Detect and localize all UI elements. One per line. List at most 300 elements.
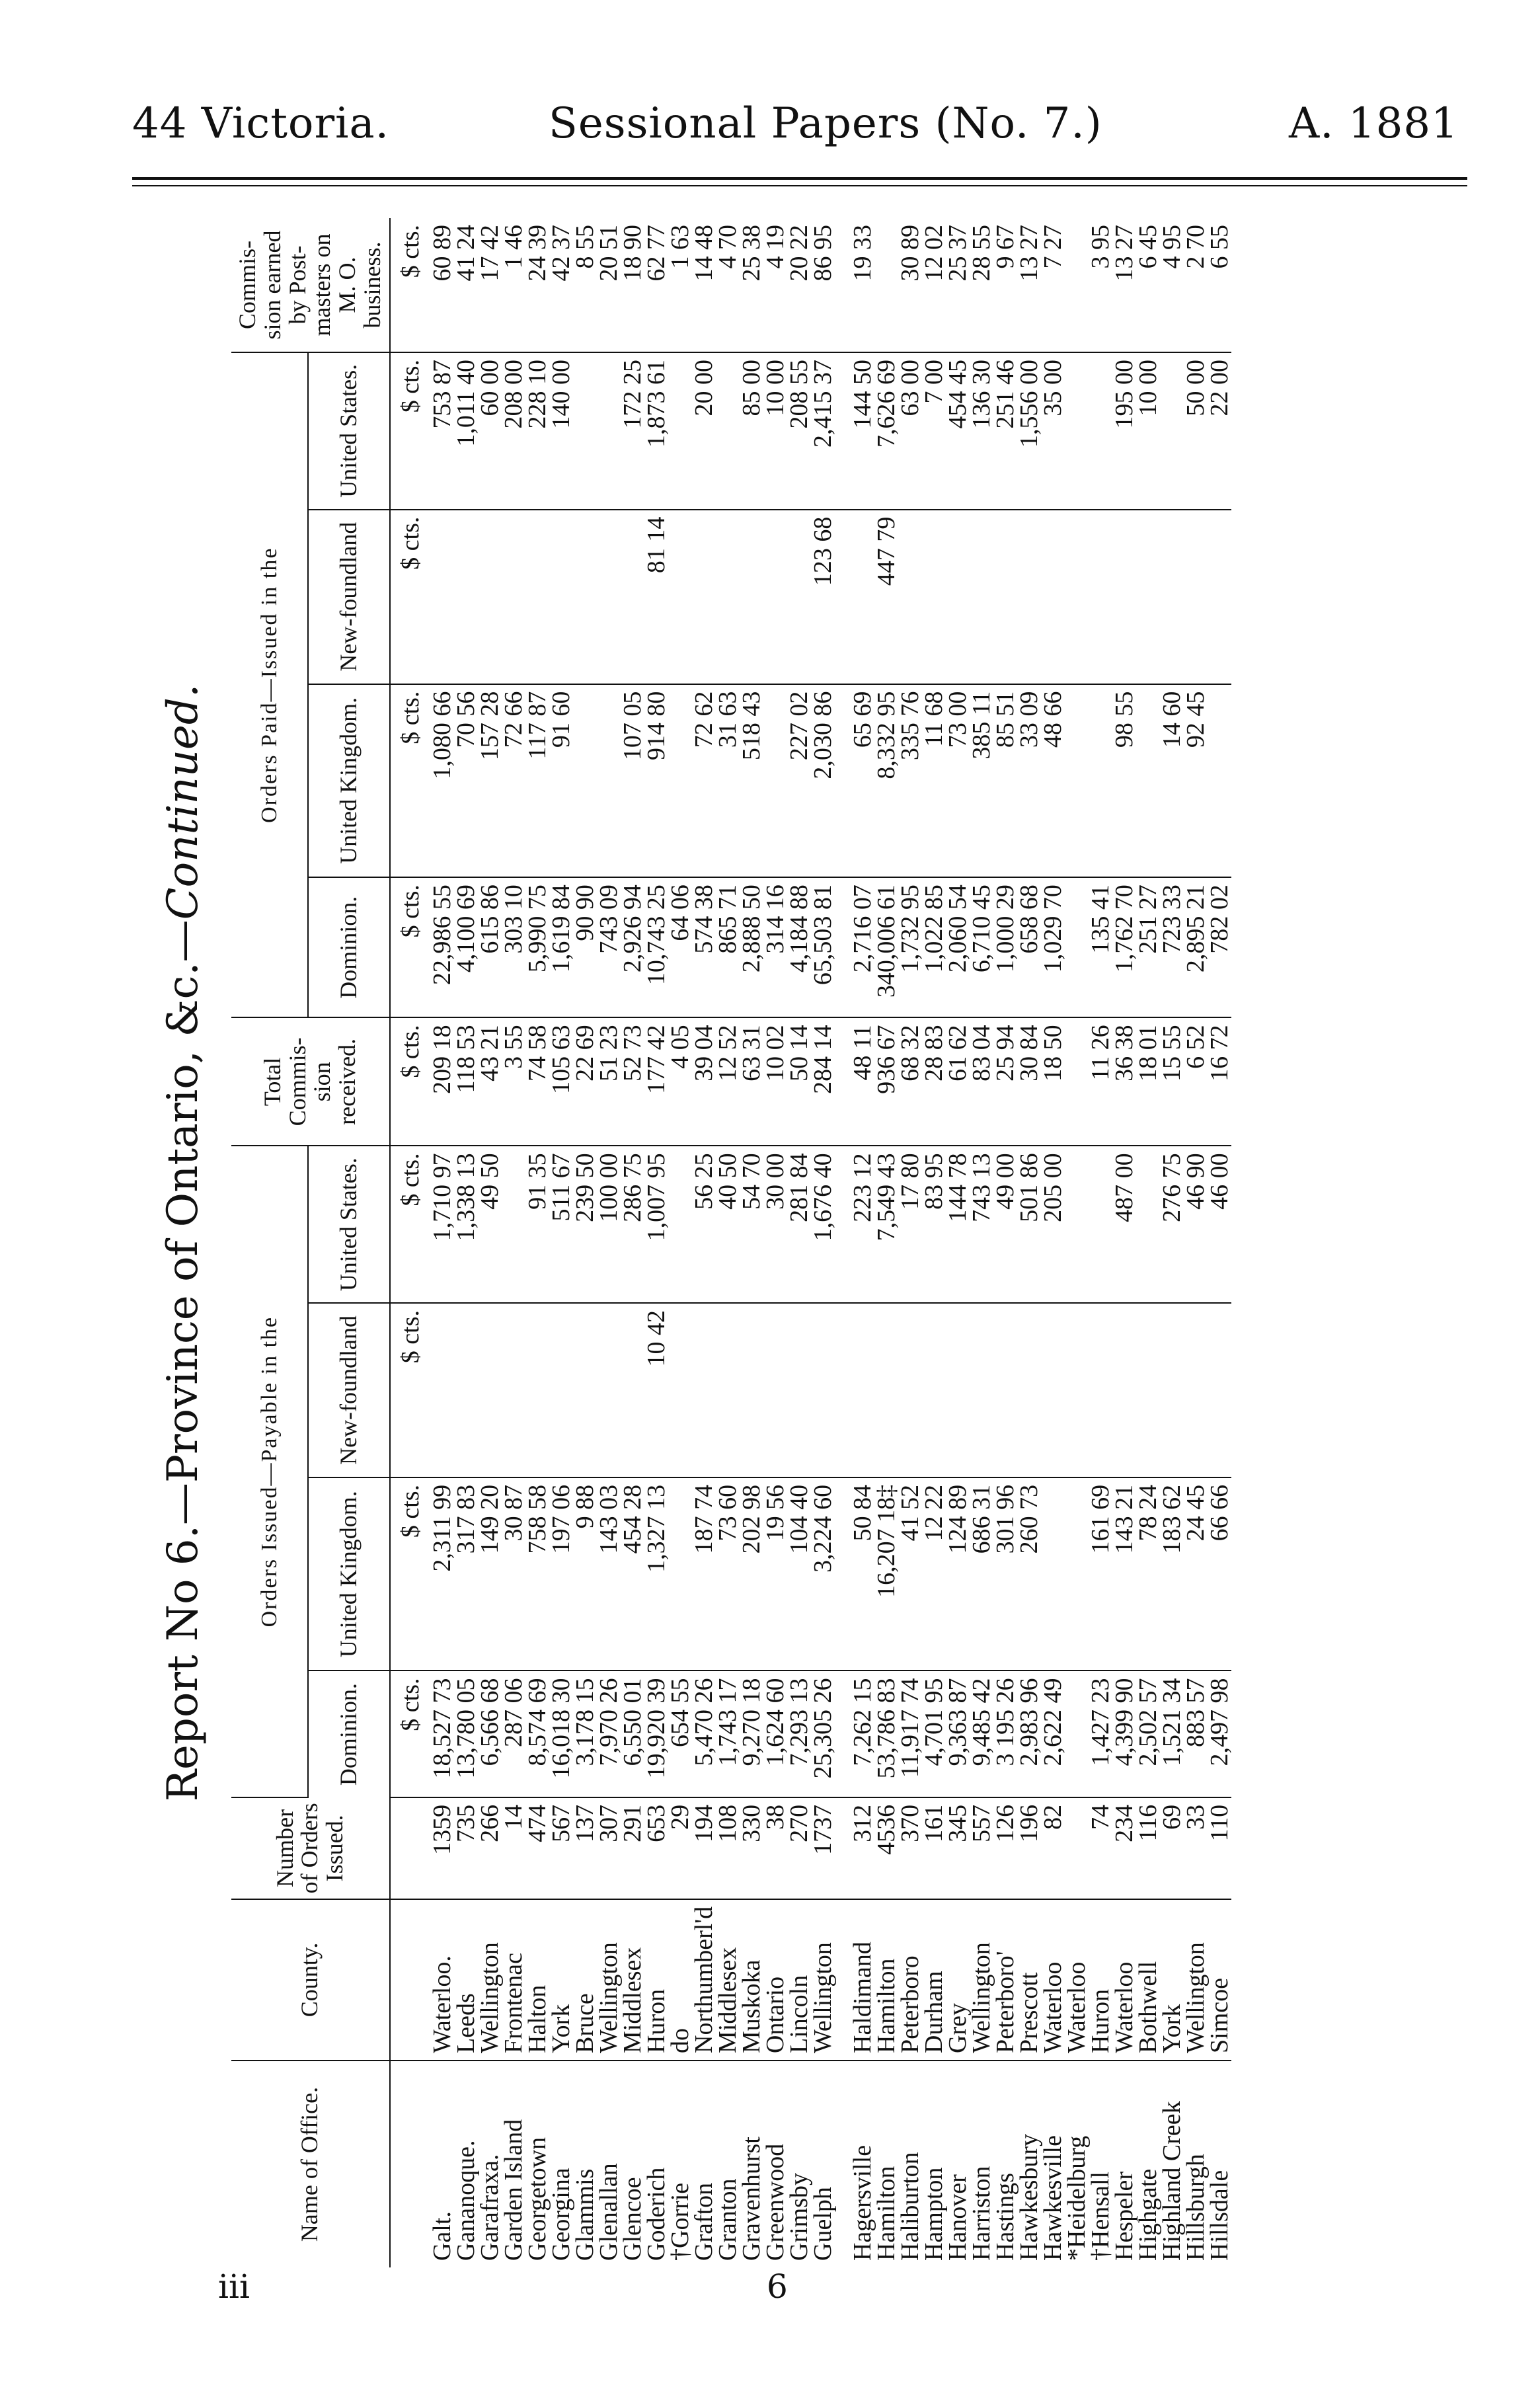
footer-center: 6 — [767, 2267, 788, 2306]
units-cell: $ cts. — [390, 1303, 430, 1477]
value-cell — [993, 510, 1017, 684]
value-cell: 83 04 — [970, 1017, 993, 1146]
value-cell: 7 27 — [1041, 218, 1065, 352]
value-cell: 70 56 — [454, 684, 478, 878]
value-cell — [1017, 1303, 1041, 1477]
value-cell: 4 95 — [1160, 218, 1184, 352]
value-cell: 14 — [502, 1797, 525, 1899]
value-cell: 3 55 — [502, 1017, 525, 1146]
value-cell: 60 89 — [430, 218, 454, 352]
county-name: Peterboro — [898, 1899, 922, 2061]
value-cell: 19 56 — [763, 1477, 787, 1671]
value-cell: 12 52 — [716, 1017, 740, 1146]
value-cell: 86 95 — [811, 218, 835, 352]
value-cell: 370 — [898, 1797, 922, 1899]
county-name: Waterloo — [1041, 1899, 1065, 2061]
value-cell: 25 38 — [740, 218, 763, 352]
value-cell: 454 45 — [946, 352, 970, 510]
value-cell: 10 42 — [644, 1303, 668, 1477]
units-cell: $ cts. — [390, 1477, 430, 1671]
value-cell — [1065, 877, 1089, 1017]
value-cell — [502, 510, 525, 684]
value-cell: 1,710 97 — [430, 1146, 454, 1303]
value-cell: 117 87 — [525, 684, 549, 878]
value-cell: 7,293 13 — [787, 1670, 811, 1797]
value-cell: 98 55 — [1112, 684, 1136, 878]
table-row — [946, 218, 970, 2267]
value-cell: 105 63 — [549, 1017, 573, 1146]
value-cell: 16,018 30 — [549, 1670, 573, 1797]
table-row — [502, 218, 525, 2267]
value-cell: 31 63 — [716, 684, 740, 878]
value-cell: 73 00 — [946, 684, 970, 878]
value-cell: 340,006 61 — [874, 877, 898, 1017]
units-cell: $ cts. — [390, 1670, 430, 1797]
value-cell: 735 — [454, 1797, 478, 1899]
value-cell: 61 62 — [946, 1017, 970, 1146]
office-name: Haliburton — [896, 2152, 924, 2261]
value-cell: 487 00 — [1112, 1146, 1136, 1303]
value-cell — [1136, 510, 1160, 684]
value-cell: 90 90 — [573, 877, 597, 1017]
value-cell: 144 50 — [851, 352, 874, 510]
value-cell: 8,332 95 — [874, 684, 898, 878]
county-name: Bothwell — [1136, 1899, 1160, 2061]
value-cell: 38 — [763, 1797, 787, 1899]
value-cell — [430, 510, 454, 684]
units-cell: $ cts. — [390, 510, 430, 684]
value-cell: 107 05 — [621, 684, 644, 878]
county-name: Grey — [946, 1899, 970, 2061]
office-name: Glenallan — [594, 2163, 623, 2261]
value-cell: 18 50 — [1041, 1017, 1065, 1146]
value-cell: 110 — [1208, 1797, 1231, 1899]
table-row — [874, 218, 898, 2267]
value-cell: 49 50 — [478, 1146, 502, 1303]
value-cell — [573, 1303, 597, 1477]
value-cell — [478, 510, 502, 684]
value-cell: 1,427 23 — [1089, 1670, 1112, 1797]
value-cell: 30 87 — [502, 1477, 525, 1671]
value-cell: 72 62 — [692, 684, 716, 878]
county-name: Middlesex — [716, 1899, 740, 2061]
office-name: Goderich — [642, 2167, 670, 2261]
county-name: Northumberl'd — [692, 1899, 716, 2061]
value-cell: 13,780 05 — [454, 1670, 478, 1797]
value-cell — [1208, 684, 1231, 878]
value-cell: 51 23 — [597, 1017, 621, 1146]
value-cell — [1136, 1303, 1160, 1477]
table-row — [1112, 218, 1136, 2267]
value-cell — [597, 1303, 621, 1477]
table-row — [621, 218, 644, 2267]
value-cell — [763, 510, 787, 684]
value-cell: 454 28 — [621, 1477, 644, 1671]
col-paid-us: United States. — [308, 352, 390, 510]
value-cell: 2,622 49 — [1041, 1670, 1065, 1797]
office-name: Hagersville — [848, 2144, 876, 2261]
value-cell: 30 84 — [1017, 1017, 1041, 1146]
value-cell: 447 79 — [874, 510, 898, 684]
value-cell: 48 66 — [1041, 684, 1065, 878]
value-cell — [621, 510, 644, 684]
value-cell — [502, 1303, 525, 1477]
office-name: †Gorrie — [666, 2182, 694, 2261]
value-cell: 14 48 — [692, 218, 716, 352]
office-name: Hawkesville — [1038, 2135, 1067, 2261]
col-uk: United Kingdom. — [308, 1477, 390, 1671]
value-cell: 53,786 83 — [874, 1670, 898, 1797]
value-cell: 85 00 — [740, 352, 763, 510]
office-name: Galt. — [428, 2211, 456, 2261]
value-cell: 42 37 — [549, 218, 573, 352]
value-cell: 1359 — [430, 1797, 454, 1899]
value-cell: 30 00 — [763, 1146, 787, 1303]
value-cell: 177 42 — [644, 1017, 668, 1146]
office-name: Hillsburgh — [1181, 2154, 1210, 2261]
value-cell: 124 89 — [946, 1477, 970, 1671]
value-cell: 20 00 — [692, 352, 716, 510]
value-cell: 7,549 43 — [874, 1146, 898, 1303]
value-cell — [668, 510, 692, 684]
value-cell: 1,327 13 — [644, 1477, 668, 1671]
value-cell: 2,926 94 — [621, 877, 644, 1017]
report-title-main: Report No 6.—Province of Ontario, &c.— — [159, 920, 208, 1802]
value-cell — [851, 1303, 874, 1477]
value-cell: 22 00 — [1208, 352, 1231, 510]
county-name: Bruce — [573, 1899, 597, 2061]
table-row — [740, 218, 763, 2267]
value-cell: 2 70 — [1184, 218, 1208, 352]
value-cell: 7,262 15 — [851, 1670, 874, 1797]
value-cell: 17 80 — [898, 1146, 922, 1303]
value-cell — [1089, 1146, 1112, 1303]
group-orders-issued: Orders Issued—Payable in the — [231, 1146, 308, 1797]
value-cell: 1 46 — [502, 218, 525, 352]
table-row — [1041, 218, 1065, 2267]
value-cell: 194 — [692, 1797, 716, 1899]
office-name: Glencoe — [618, 2177, 646, 2261]
county-name: Haldimand — [851, 1899, 874, 2061]
value-cell: 4 05 — [668, 1017, 692, 1146]
value-cell: 65,503 81 — [811, 877, 835, 1017]
value-cell: 1,624 60 — [763, 1670, 787, 1797]
value-cell: 1,556 00 — [1017, 352, 1041, 510]
value-cell: 9 88 — [573, 1477, 597, 1671]
value-cell — [597, 684, 621, 878]
value-cell: 303 10 — [502, 877, 525, 1017]
value-cell: 266 — [478, 1797, 502, 1899]
table-row — [454, 218, 478, 2267]
value-cell: 46 90 — [1184, 1146, 1208, 1303]
money-order-table — [231, 218, 1231, 2267]
value-cell — [454, 510, 478, 684]
value-cell: 1,007 95 — [644, 1146, 668, 1303]
value-cell: 2,415 37 — [811, 352, 835, 510]
value-cell — [787, 1303, 811, 1477]
table-row — [851, 218, 874, 2267]
office-name: Hanover — [943, 2174, 972, 2261]
value-cell: 914 80 — [644, 684, 668, 878]
value-cell: 474 — [525, 1797, 549, 1899]
value-cell — [787, 510, 811, 684]
value-cell — [1065, 684, 1089, 878]
value-cell: 287 06 — [502, 1670, 525, 1797]
value-cell: 116 — [1136, 1797, 1160, 1899]
value-cell: 557 — [970, 1797, 993, 1899]
office-name: *Heidelburg — [1062, 2135, 1091, 2261]
value-cell — [716, 352, 740, 510]
value-cell: 11,917 74 — [898, 1670, 922, 1797]
office-name: Glammis — [570, 2168, 599, 2261]
county-name: Wellington — [811, 1899, 835, 2061]
value-cell: 17 42 — [478, 218, 502, 352]
value-cell: 1,022 85 — [922, 877, 946, 1017]
value-cell — [692, 510, 716, 684]
office-name: Grimsby — [785, 2173, 813, 2261]
value-cell: 567 — [549, 1797, 573, 1899]
value-cell: 234 — [1112, 1797, 1136, 1899]
value-cell — [1041, 1477, 1065, 1671]
value-cell — [1089, 684, 1112, 878]
table-row — [644, 218, 668, 2267]
value-cell — [1017, 510, 1041, 684]
county-name: Waterloo. — [430, 1899, 454, 2061]
table-row — [898, 218, 922, 2267]
value-cell: 10 02 — [763, 1017, 787, 1146]
value-cell: 1,743 17 — [716, 1670, 740, 1797]
value-cell: 85 51 — [993, 684, 1017, 878]
county-name: Peterboro' — [993, 1899, 1017, 2061]
value-cell: 74 — [1089, 1797, 1112, 1899]
value-cell: 91 35 — [525, 1146, 549, 1303]
header-right: A. 1881 — [1289, 99, 1459, 148]
value-cell: 3 95 — [1089, 218, 1112, 352]
table-body — [390, 218, 1231, 2267]
value-cell: 118 53 — [454, 1017, 478, 1146]
table-row — [597, 218, 621, 2267]
value-cell: 157 28 — [478, 684, 502, 878]
value-cell: 60 00 — [478, 352, 502, 510]
value-cell: 65 69 — [851, 684, 874, 878]
value-cell — [946, 510, 970, 684]
value-cell — [1112, 510, 1136, 684]
value-cell: 144 78 — [946, 1146, 970, 1303]
value-cell: 11 26 — [1089, 1017, 1112, 1146]
value-cell — [1041, 510, 1065, 684]
value-cell: 149 20 — [478, 1477, 502, 1671]
value-cell — [478, 1303, 502, 1477]
value-cell — [763, 684, 787, 878]
value-cell: 33 — [1184, 1797, 1208, 1899]
county-name: Halton — [525, 1899, 549, 2061]
value-cell: 12 22 — [922, 1477, 946, 1671]
header-rule-2 — [132, 185, 1467, 186]
table-row — [993, 218, 1017, 2267]
value-cell: 7 00 — [922, 352, 946, 510]
value-cell: 123 68 — [811, 510, 835, 684]
value-cell: 743 09 — [597, 877, 621, 1017]
value-cell: 276 75 — [1160, 1146, 1184, 1303]
table-row — [1184, 218, 1208, 2267]
value-cell: 6 52 — [1184, 1017, 1208, 1146]
value-cell: 1,619 84 — [549, 877, 573, 1017]
value-cell: 511 67 — [549, 1146, 573, 1303]
value-cell: 140 00 — [549, 352, 573, 510]
value-cell: 69 — [1160, 1797, 1184, 1899]
value-cell: 4,701 95 — [922, 1670, 946, 1797]
value-cell — [1184, 510, 1208, 684]
value-cell: 100 00 — [597, 1146, 621, 1303]
value-cell — [716, 1303, 740, 1477]
value-cell: 228 10 — [525, 352, 549, 510]
col-county: County. — [231, 1899, 390, 2061]
value-cell: 20 22 — [787, 218, 811, 352]
value-cell: 1,676 40 — [811, 1146, 835, 1303]
value-cell: 16,207 18‡ — [874, 1477, 898, 1671]
units-cell: $ cts. — [390, 218, 430, 352]
value-cell: 46 00 — [1208, 1146, 1231, 1303]
office-name: Georgina — [547, 2168, 575, 2261]
value-cell: 28 55 — [970, 218, 993, 352]
value-cell — [1136, 1146, 1160, 1303]
table-row — [1160, 218, 1184, 2267]
value-cell: 50 14 — [787, 1017, 811, 1146]
table-row — [430, 218, 454, 2267]
value-cell: 936 67 — [874, 1017, 898, 1146]
value-cell: 202 98 — [740, 1477, 763, 1671]
value-cell: 63 00 — [898, 352, 922, 510]
value-cell: 1,762 70 — [1112, 877, 1136, 1017]
value-cell: 658 68 — [1017, 877, 1041, 1017]
value-cell: 501 86 — [1017, 1146, 1041, 1303]
value-cell: 1,873 61 — [644, 352, 668, 510]
value-cell: 36 38 — [1112, 1017, 1136, 1146]
value-cell: 1,029 70 — [1041, 877, 1065, 1017]
value-cell: 345 — [946, 1797, 970, 1899]
value-cell — [668, 352, 692, 510]
value-cell: 8,574 69 — [525, 1670, 549, 1797]
value-cell: 686 31 — [970, 1477, 993, 1671]
value-cell: 14 60 — [1160, 684, 1184, 878]
col-nf: New-foundland — [308, 1303, 390, 1477]
value-cell — [597, 510, 621, 684]
office-name: Guelph — [808, 2187, 837, 2261]
value-cell: 385 11 — [970, 684, 993, 878]
value-cell — [525, 510, 549, 684]
value-cell: 4536 — [874, 1797, 898, 1899]
value-cell: 653 — [644, 1797, 668, 1899]
value-cell: 197 06 — [549, 1477, 573, 1671]
table-row — [478, 218, 502, 2267]
office-name: Greenwood — [761, 2143, 789, 2261]
table-row — [692, 218, 716, 2267]
value-cell — [898, 510, 922, 684]
county-name: Muskoka — [740, 1899, 763, 2061]
value-cell: 758 58 — [525, 1477, 549, 1671]
table-row — [668, 218, 692, 2267]
value-cell: 13 27 — [1112, 218, 1136, 352]
value-cell — [970, 1303, 993, 1477]
value-cell: 24 39 — [525, 218, 549, 352]
value-cell — [1089, 510, 1112, 684]
value-cell: 4 70 — [716, 218, 740, 352]
value-cell — [946, 1303, 970, 1477]
value-cell — [922, 1303, 946, 1477]
office-name: Granton — [713, 2178, 742, 2261]
office-name: Garafraxa. — [475, 2154, 504, 2261]
value-cell: 291 — [621, 1797, 644, 1899]
table-row — [763, 218, 787, 2267]
value-cell: 68 32 — [898, 1017, 922, 1146]
header-center: Sessional Papers (No. 7.) — [549, 99, 1102, 148]
value-cell: 1737 — [811, 1797, 835, 1899]
county-name: Waterloo — [1112, 1899, 1136, 2061]
value-cell: 7,970 26 — [597, 1670, 621, 1797]
value-cell: 35 00 — [1041, 352, 1065, 510]
value-cell: 223 12 — [851, 1146, 874, 1303]
value-cell: 3 195 26 — [993, 1670, 1017, 1797]
value-cell: 196 — [1017, 1797, 1041, 1899]
value-cell: 4,100 69 — [454, 877, 478, 1017]
value-cell — [1160, 510, 1184, 684]
value-cell: 126 — [993, 1797, 1017, 1899]
value-cell — [993, 1303, 1017, 1477]
value-cell — [1160, 1303, 1184, 1477]
county-name: Middlesex — [621, 1899, 644, 2061]
value-cell: 135 41 — [1089, 877, 1112, 1017]
value-cell: 63 31 — [740, 1017, 763, 1146]
value-cell: 2,888 50 — [740, 877, 763, 1017]
value-cell — [1089, 352, 1112, 510]
value-cell: 6 45 — [1136, 218, 1160, 352]
office-name: †Hensall — [1086, 2171, 1114, 2261]
county-name: Waterloo — [1065, 1899, 1089, 2061]
value-cell — [573, 352, 597, 510]
office-name: Hampton — [919, 2167, 948, 2261]
value-cell: 81 14 — [644, 510, 668, 684]
units-cell: $ cts. — [390, 1146, 430, 1303]
value-cell: 10 00 — [1136, 352, 1160, 510]
value-cell — [740, 510, 763, 684]
col-pm-commission: Commis-sion earned by Post-masters on M. O. business. — [231, 218, 390, 352]
value-cell — [851, 510, 874, 684]
table-row — [1208, 218, 1231, 2267]
county-name: Simcoe — [1208, 1899, 1231, 2061]
county-name: Huron — [1089, 1899, 1112, 2061]
value-cell — [874, 1303, 898, 1477]
value-cell: 307 — [597, 1797, 621, 1899]
value-cell — [1065, 1017, 1089, 1146]
value-cell — [549, 1303, 573, 1477]
col-paid-dominion: Dominion. — [308, 877, 390, 1017]
value-cell: 574 38 — [692, 877, 716, 1017]
col-number: Number of Orders Issued. — [231, 1797, 390, 1899]
table-row — [922, 218, 946, 2267]
value-cell: 18 90 — [621, 218, 644, 352]
table-row — [1065, 218, 1089, 2267]
value-cell: 92 45 — [1184, 684, 1208, 878]
value-cell: 6,550 01 — [621, 1670, 644, 1797]
county-name: Prescott — [1017, 1899, 1041, 2061]
value-cell — [1041, 1303, 1065, 1477]
units-cell: $ cts. — [390, 877, 430, 1017]
value-cell: 25,305 26 — [811, 1670, 835, 1797]
value-cell: 9,270 18 — [740, 1670, 763, 1797]
units-cell: $ cts. — [390, 684, 430, 878]
value-cell: 251 46 — [993, 352, 1017, 510]
value-cell: 4,184 88 — [787, 877, 811, 1017]
